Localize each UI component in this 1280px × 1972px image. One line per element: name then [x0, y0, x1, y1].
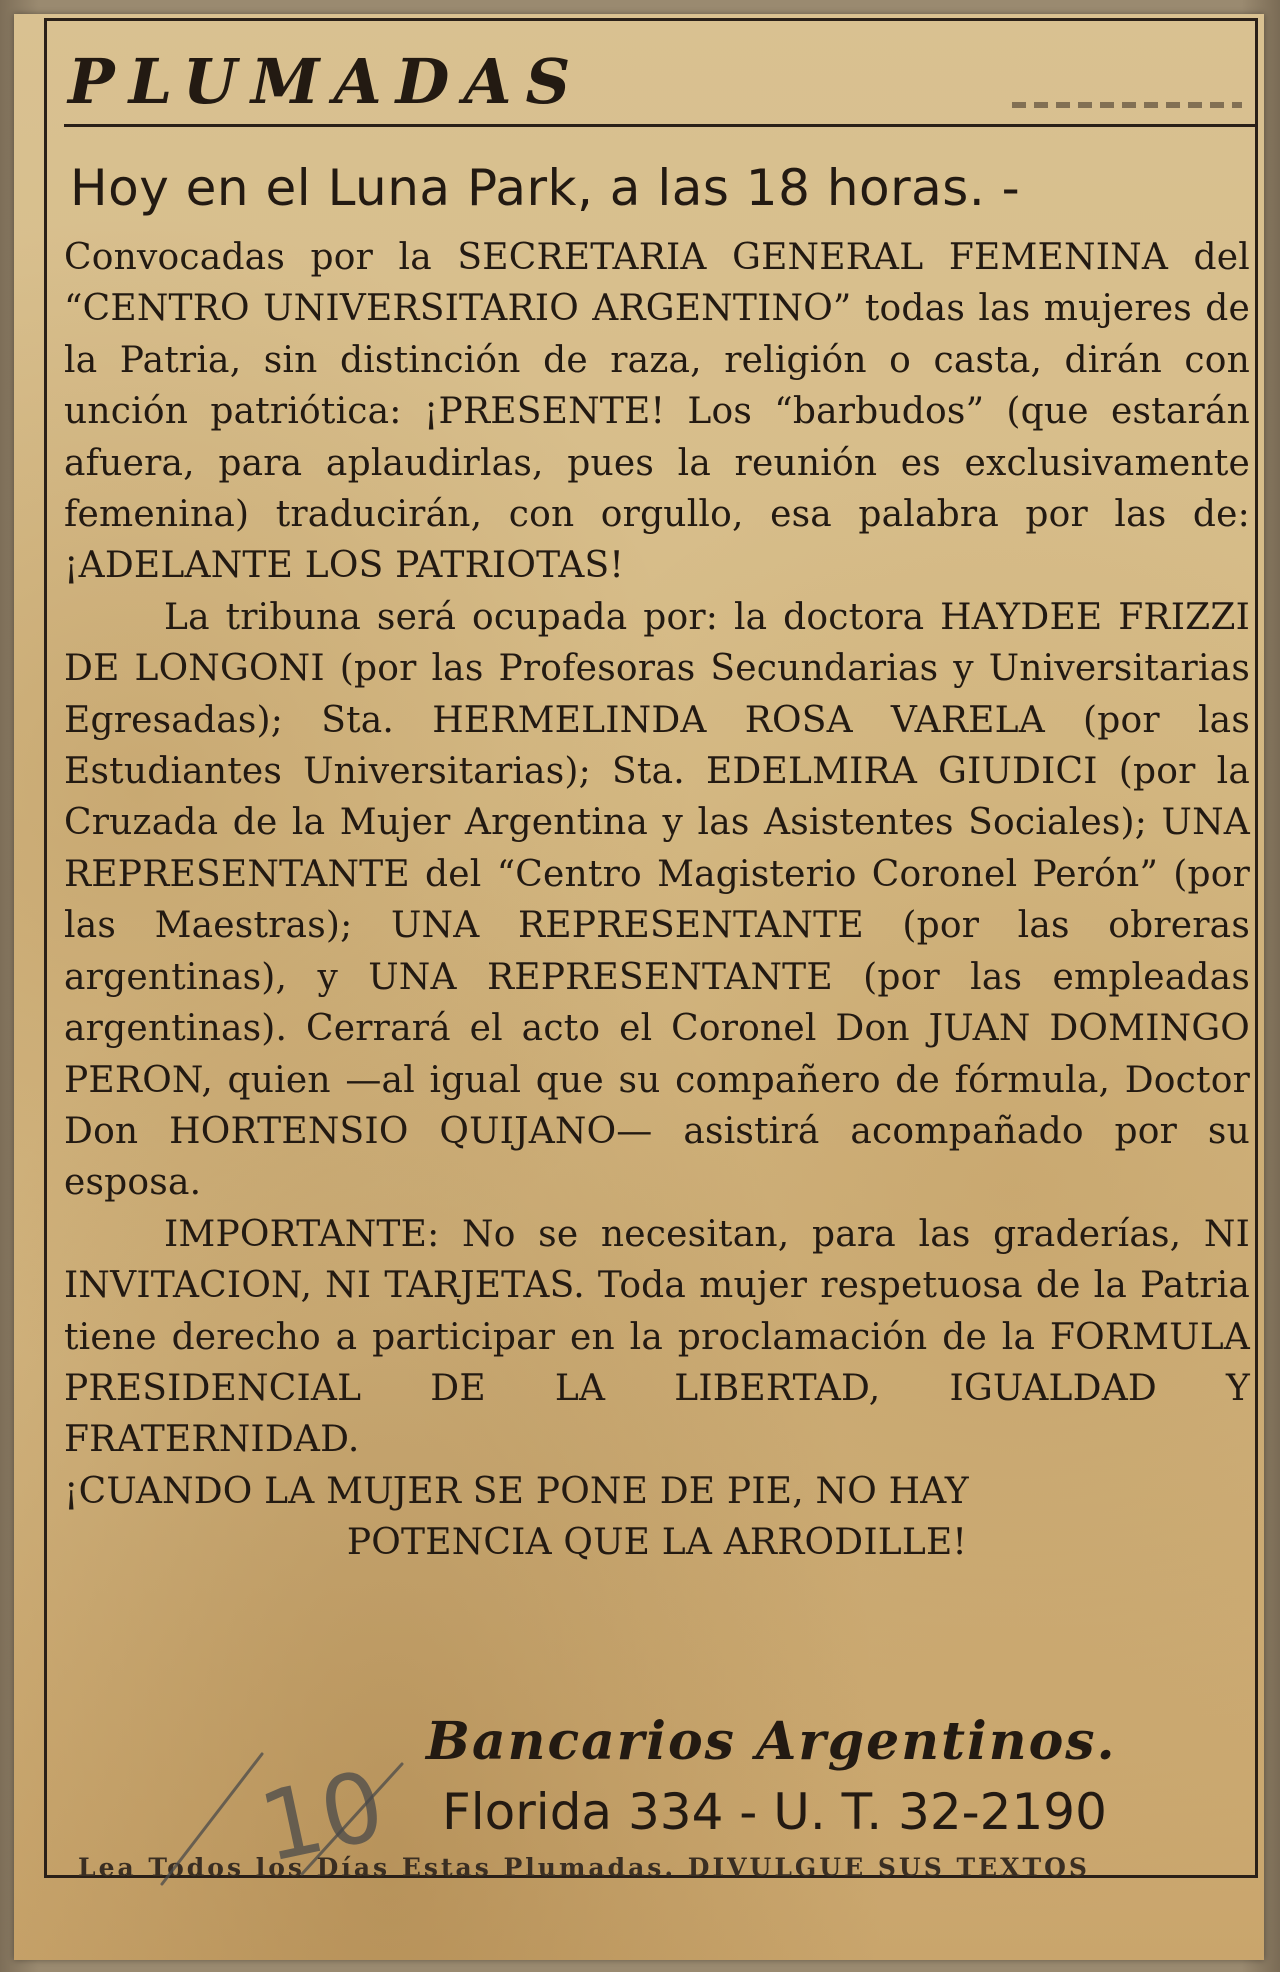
article-body: [64, 232, 1250, 1569]
section-title: PLUMADAS: [68, 45, 585, 118]
address-line: Florida 334 - U. T. 32-2190: [442, 1783, 1107, 1841]
title-rule: [64, 124, 1256, 127]
handwritten-number: 10: [250, 1749, 394, 1885]
signature: Bancarios Argentinos.: [426, 1711, 1117, 1772]
newspaper-clipping: [14, 14, 1264, 1960]
closing-line-2: POTENCIA QUE LA ARRODILLE!: [346, 1522, 968, 1564]
headline: Hoy en el Luna Park, a las 18 horas. -: [70, 159, 1021, 217]
footer-tagline: Lea Todos los Días Estas Plumadas. DIVULGUE SUS TEXTOS: [78, 1853, 1090, 1882]
paragraph-tribuna: La tribuna será ocupada por: la doctora HAYDEE FRIZZI DE LONGONI (por las Profesoras Secundarias y Universitarias Egresadas); Sta. HERMELINDA ROSA VARELA (por las Estudiantes Universitarias); Sta. EDELMIRA GIUDICI (por la Cruzada de la Mujer Argentina y las Asistentes Sociales); UNA REPRESENTANTE del “Centro Magisterio Coronel Perón” (por las Maestras); UNA REPRESENTANTE (por las obreras argentinas), y UNA REPRESENTANTE (por las empleadas argentinas). Cerrará el acto el Coronel Don JUAN DOMINGO PERON, quien —al igual que su compañero de fórmula, Doctor Don HORTENSIO QUIJANO— asistirá acompañado por su esposa.: [64, 596, 1250, 1204]
clipping-content: [64, 44, 1250, 1885]
print-specks: [1012, 102, 1242, 108]
handwritten-pencil-mark: [152, 1734, 412, 1894]
paragraph-importante: IMPORTANTE: No se necesitan, para las graderías, NI INVITACION, NI TARJETAS. Toda mujer respetuosa de la Patria tiene derecho a participar en la proclamación de la FORMULA PRESIDENCIAL DE LA LIBERTAD, IGUALDAD Y FRATERNIDAD.: [64, 1213, 1250, 1461]
paragraph-convocatoria: Convocadas por la SECRETARIA GENERAL FEMENINA del “CENTRO UNIVERSITARIO ARGENTINO” todas las mujeres de la Patria, sin distinción de raza, religión o casta, dirán con unción patriótica: ¡PRESENTE! Los “barbudos” (que estarán afuera, para aplaudirlas, pues la reunión es exclusivamente femenina) traducirán, con orgullo, esa palabra por las de: ¡ADELANTE LOS PATRIOTAS!: [64, 237, 1250, 587]
closing-line-1: ¡CUANDO LA MUJER SE PONE DE PIE, NO HAY: [64, 1470, 969, 1512]
